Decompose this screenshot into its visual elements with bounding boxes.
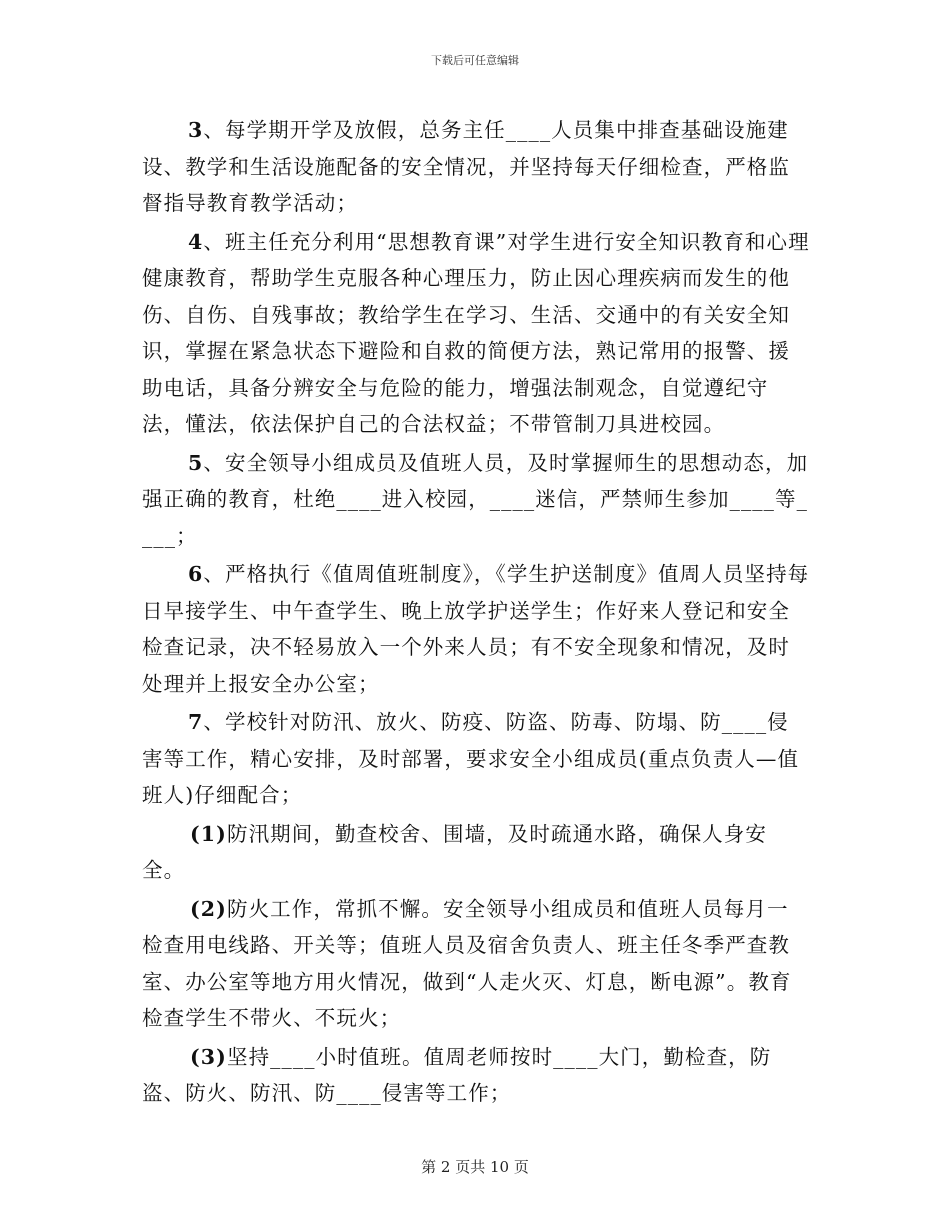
paragraph-text: 防火工作，常抓不懈。安全领导小组成员和值班人员每月一检查用电线路、开关等；值班人员及宿舍负责人、班主任冬季严查教室、办公室等地方用火情况，做到“人走火灭、灯息，断电源”。教育检查学生不带火、不玩火； bbox=[142, 896, 792, 1030]
paragraph-number: (1) bbox=[190, 821, 227, 846]
paragraph-text: 、安全领导小组成员及值班人员，及时掌握师生的思想动态，加强正确的教育，杜绝____进入校园，____迷信，严禁师生参加____等____； bbox=[142, 450, 809, 548]
paragraph-text: 防汛期间，勤查校舍、围墙，及时疏通水路，确保人身安全。 bbox=[142, 821, 767, 882]
paragraph-3 bbox=[142, 112, 810, 222]
paragraph-text: 、班主任充分利用“思想教育课”对学生进行安全知识教育和心理健康教育，帮助学生克服各种心理压力，防止因心理疾病而发生的他伤、自伤、自残事故；教给学生在学习、生活、交通中的有关安全知识，掌握在紧急状态下避险和自救的简便方法，熟记常用的报警、援助电话，具备分辨安全与危险的能力，增强法制观念，自觉遵纪守法，懂法，依法保护自己的合法权益；不带管制刀具进校园。 bbox=[142, 229, 810, 436]
sub-paragraph-3 bbox=[142, 1039, 810, 1112]
page-footer: 第 2 页共 10 页 bbox=[421, 1158, 529, 1176]
paragraph-number: 7 bbox=[188, 710, 204, 734]
paragraph-number: 5 bbox=[188, 450, 204, 475]
sub-paragraph-1 bbox=[142, 816, 810, 889]
paragraph-number: (2) bbox=[190, 896, 227, 921]
paragraph-number: 3 bbox=[188, 118, 204, 142]
paragraph-6 bbox=[142, 556, 810, 702]
paragraph-text: 、严格执行《值周值班制度》，《学生护送制度》值周人员坚持每日早接学生、中午查学生、晚上放学护送学生；作好来人登记和安全检查记录，决不轻易放入一个外来人员；有不安全现象和情况，及时处理并上报安全办公室； bbox=[142, 562, 810, 696]
paragraph-number: 4 bbox=[188, 229, 204, 254]
page-header: 下载后可任意编辑 bbox=[431, 54, 519, 67]
paragraph-number: 6 bbox=[188, 562, 204, 586]
paragraph-7 bbox=[142, 704, 810, 814]
paragraph-text: 坚持____小时值班。值周老师按时____大门，勤检查，防盗、防火、防汛、防____侵害等工作； bbox=[142, 1044, 772, 1105]
paragraph-text: 、每学期开学及放假，总务主任____人员集中排查基础设施建设、教学和生活设施配备的安全情况，并坚持每天仔细检查，严格监督指导教育教学活动； bbox=[142, 118, 790, 215]
paragraph-number: (3) bbox=[190, 1044, 227, 1069]
sub-paragraph-2 bbox=[142, 891, 810, 1037]
paragraph-4 bbox=[142, 224, 810, 443]
paragraph-5 bbox=[142, 445, 810, 555]
paragraph-text: 、学校针对防汛、放火、防疫、防盗、防毒、防塌、防____侵害等工作，精心安排，及时部署，要求安全小组成员(重点负责人—值班人)仔细配合； bbox=[142, 710, 800, 807]
document-body bbox=[142, 112, 810, 1112]
